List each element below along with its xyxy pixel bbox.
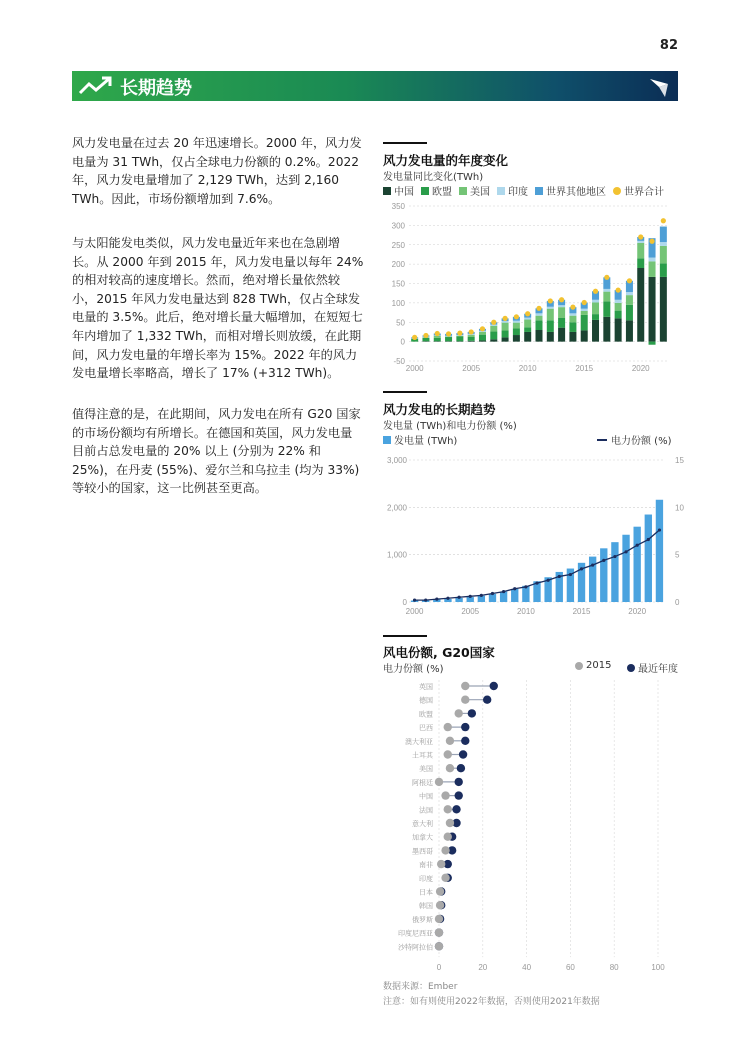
dot-2015	[441, 846, 449, 854]
legend-swatch	[535, 187, 543, 195]
legend-item	[383, 183, 414, 198]
bar-segment	[592, 300, 599, 303]
paragraph-2: 与太阳能发电类似，风力发电量近年来也在急剧增长。从 2000 年到 2015 年，风力发电量以每年 24% 的相对较高的速度增长。然而，绝对增长量依然较小，2015 年风力发电量达到 828 TWh，仅占全球发电量的 3.5%。此后，绝对增长量大幅增加，在短短七年内增加了 1,332 TWh，而相对增长则放缓，在此期间，风力发电量的年增长率为 15%。2022 年的风力发电量增长率略高，增长了 17% (+312 TWh)。	[72, 236, 364, 381]
bar-segment	[569, 316, 576, 323]
bar-segment	[603, 317, 610, 342]
generation-bar	[611, 542, 618, 602]
latest-dot	[459, 750, 467, 758]
legend-item	[497, 183, 528, 198]
bar-segment	[626, 292, 633, 295]
dot-2015	[441, 791, 449, 799]
bar-segment	[660, 277, 667, 342]
latest-dot	[455, 791, 463, 799]
paragraph-3: 值得注意的是，在此期间，风力发电在所有 G20 国家的市场份额均有所增长。在德国和英国，风力发电量目前占总发电量的 20% 以上 (分别为 22% 和 25%)，在丹麦 (55%)、爱尔兰和乌拉圭 (均为 33%) 等较小的国家，这一比例甚至更高。	[72, 407, 361, 496]
y-left-tick-label: 2,000	[386, 503, 407, 513]
dot-2015	[444, 723, 452, 731]
country-label: 加拿大	[412, 833, 433, 842]
bar-segment	[649, 261, 656, 277]
x-tick-label: 60	[565, 963, 575, 973]
trend-up-icon	[78, 75, 114, 97]
bar-segment	[547, 309, 554, 321]
total-point	[469, 329, 474, 334]
latest-dot	[455, 778, 463, 786]
bar-segment	[615, 303, 622, 311]
bar-segment	[513, 328, 520, 335]
y-right-tick-label: 15	[675, 456, 684, 465]
country-label: 澳大利亚	[405, 737, 433, 746]
x-tick-label: 2020	[631, 364, 650, 373]
total-point	[491, 320, 496, 325]
chart1-legend	[383, 183, 671, 198]
x-tick-label: 2010	[516, 607, 535, 616]
bar-segment	[490, 339, 497, 341]
bar-segment	[558, 328, 565, 342]
bar-segment	[479, 332, 486, 335]
section-banner	[72, 71, 678, 101]
total-point	[582, 300, 587, 305]
share-point	[502, 590, 505, 593]
dot-2015	[436, 901, 444, 909]
bar-segment	[445, 337, 452, 338]
bar-segment	[615, 318, 622, 341]
bar-segment	[649, 342, 656, 345]
total-point	[604, 275, 609, 280]
y-right-tick-label: 10	[675, 503, 684, 513]
latest-dot	[461, 723, 469, 731]
y-left-tick-label: 3,000	[386, 456, 407, 465]
latest-dot	[452, 805, 460, 813]
dot-2015	[461, 696, 469, 704]
country-label: 欧盟	[419, 710, 433, 719]
section-title: 长期趋势	[120, 78, 192, 99]
country-label: 俄罗斯	[412, 915, 433, 924]
share-point	[524, 585, 527, 588]
dot-2015	[455, 709, 463, 717]
bar-segment	[513, 321, 520, 323]
share-point	[457, 596, 460, 599]
country-label: 意大利	[412, 820, 433, 828]
y-right-tick-label: 0	[675, 598, 680, 607]
legend-line	[597, 439, 607, 441]
dot-2015	[444, 833, 452, 841]
bar-segment	[524, 320, 531, 328]
y-right-tick-label: 5	[675, 550, 680, 560]
bar-segment	[502, 337, 509, 341]
y-tick-label: 350	[391, 202, 405, 211]
bar-segment	[637, 258, 644, 268]
wind-turbine-logo-icon	[646, 73, 672, 99]
latest-dot	[457, 764, 465, 772]
total-point	[502, 316, 507, 321]
country-label: 日本	[419, 888, 433, 897]
chart3-title: 风电份额, G20国家	[383, 645, 495, 660]
total-point	[457, 331, 462, 336]
share-point	[602, 559, 605, 562]
total-point	[548, 298, 553, 303]
bar-segment	[626, 305, 633, 321]
x-tick-label: 100	[651, 963, 665, 973]
bar-segment	[603, 289, 610, 292]
share-point	[558, 575, 561, 578]
generation-bar	[622, 535, 629, 602]
x-tick-label: 2010	[518, 364, 537, 373]
x-tick-label: 2015	[575, 364, 594, 373]
bar-segment	[524, 327, 531, 332]
generation-bar	[500, 592, 507, 602]
share-point	[647, 538, 650, 541]
dot-2015	[444, 750, 452, 758]
bar-segment	[524, 318, 531, 320]
chart2-legend-generation	[383, 432, 457, 447]
legend-label: 电力份额 (%)	[611, 436, 672, 447]
y-tick-label: 250	[391, 240, 405, 250]
y-tick-label: 200	[391, 260, 405, 270]
y-left-tick-label: 1,000	[386, 550, 407, 560]
generation-bar	[511, 589, 518, 602]
dot-2015	[435, 942, 443, 950]
legend-swatch	[383, 436, 391, 444]
legend-label: 最近年度	[638, 664, 678, 675]
chart2-ylabel: 发电量 (TWh)和电力份额 (%)	[383, 421, 517, 432]
dot-2015	[461, 682, 469, 690]
share-point	[424, 599, 427, 602]
bar-segment	[456, 336, 463, 341]
bar-segment	[422, 338, 429, 341]
y-tick-label: 300	[391, 221, 405, 231]
chart1-rule	[383, 142, 427, 144]
bar-segment	[422, 341, 429, 342]
bar-segment	[649, 277, 656, 342]
legend-swatch	[421, 187, 429, 195]
chart3-ylabel: 电力份额 (%)	[383, 664, 444, 675]
chart1-annual-change	[383, 198, 673, 374]
bar-segment	[524, 332, 531, 342]
bar-segment	[581, 311, 588, 315]
country-label: 墨西哥	[412, 847, 433, 856]
share-point	[491, 592, 494, 595]
bar-segment	[502, 321, 509, 323]
share-point	[624, 550, 627, 553]
bar-segment	[558, 307, 565, 318]
bar-segment	[569, 322, 576, 332]
legend-item	[459, 183, 490, 198]
legend-label: 2015	[586, 660, 612, 671]
bar-segment	[490, 332, 497, 340]
dot-2015	[446, 819, 454, 827]
bar-segment	[569, 332, 576, 342]
latest-dot	[490, 682, 498, 690]
dot-2015	[446, 764, 454, 772]
source-note: 数据来源：Ember	[383, 982, 458, 992]
x-tick-label: 2000	[405, 364, 424, 373]
chart1-ylabel: 发电量同比变化(TWh)	[383, 172, 484, 183]
share-point	[469, 595, 472, 598]
x-tick-label: 2005	[461, 607, 480, 616]
chart2-rule	[383, 391, 427, 393]
legend-label: 美国	[470, 187, 490, 198]
dot-2015	[435, 778, 443, 786]
share-point	[413, 599, 416, 602]
bar-segment	[513, 323, 520, 329]
country-label: 印度	[419, 874, 433, 883]
x-tick-label: 40	[522, 963, 532, 973]
bar-segment	[434, 341, 441, 342]
share-point	[446, 597, 449, 600]
bar-segment	[581, 330, 588, 341]
bar-segment	[581, 309, 588, 311]
legend-label: 印度	[508, 187, 528, 198]
bar-segment	[479, 335, 486, 341]
country-label: 法国	[419, 806, 433, 815]
share-point	[547, 579, 550, 582]
dot-2015	[437, 860, 445, 868]
bar-segment	[615, 311, 622, 319]
bar-segment	[502, 323, 509, 331]
bar-segment	[490, 326, 497, 332]
bar-segment	[535, 313, 542, 315]
share-point	[613, 555, 616, 558]
country-label: 巴西	[419, 724, 433, 733]
dot-2015	[436, 887, 444, 895]
chart3-g20-share	[383, 677, 679, 977]
chart2-long-term	[383, 448, 684, 624]
legend-label: 世界其他地区	[546, 187, 606, 198]
share-point	[580, 567, 583, 570]
bar-segment	[637, 241, 644, 243]
country-label: 印度尼西亚	[398, 929, 433, 938]
total-point	[525, 311, 530, 316]
latest-dot	[461, 737, 469, 745]
x-tick-label: 2015	[572, 607, 591, 616]
page-number: 82	[659, 38, 678, 53]
data-note: 注意：如有则使用2022年数据，否则使用2021年数据	[383, 997, 600, 1007]
country-label: 南非	[419, 861, 433, 870]
total-point	[536, 306, 541, 311]
legend-item	[613, 183, 664, 198]
country-label: 中国	[419, 792, 433, 801]
chart3-legend-latest	[627, 660, 678, 675]
share-point	[636, 544, 639, 547]
country-label: 美国	[419, 765, 433, 774]
total-point	[649, 239, 654, 244]
share-point	[591, 563, 594, 566]
y-tick-label: -50	[393, 357, 405, 366]
bar-segment	[535, 320, 542, 330]
total-point	[627, 278, 632, 283]
x-tick-label: 0	[436, 963, 442, 973]
y-tick-label: 0	[400, 337, 405, 347]
legend-swatch	[383, 187, 391, 195]
total-point	[423, 333, 428, 338]
bar-segment	[468, 337, 475, 341]
bar-segment	[660, 263, 667, 277]
legend-dot	[575, 662, 583, 670]
dot-2015	[446, 737, 454, 745]
generation-bar	[645, 515, 652, 602]
generation-bar	[600, 548, 607, 602]
bar-segment	[592, 302, 599, 314]
legend-dot	[627, 664, 635, 672]
legend-item	[535, 183, 606, 198]
bar-segment	[558, 318, 565, 328]
bar-segment	[547, 320, 554, 332]
legend-label: 中国	[394, 187, 414, 198]
legend-item	[421, 183, 452, 198]
bar-segment	[456, 341, 463, 342]
country-label: 德国	[419, 696, 433, 705]
chart3-rule	[383, 635, 427, 637]
dot-2015	[435, 915, 443, 923]
chart3-legend-2015	[575, 660, 611, 671]
share-point	[569, 573, 572, 576]
bar-segment	[445, 337, 452, 341]
bar-segment	[615, 300, 622, 303]
x-tick-label: 20	[478, 963, 488, 973]
total-point	[570, 305, 575, 310]
share-point	[480, 594, 483, 597]
bar-segment	[468, 341, 475, 342]
legend-label: 发电量 (TWh)	[394, 436, 458, 447]
country-label: 土耳其	[412, 751, 433, 760]
chart1-title: 风力发电量的年度变化	[383, 153, 509, 168]
generation-bar	[489, 594, 496, 602]
legend-label: 欧盟	[432, 187, 452, 198]
bar-segment	[637, 268, 644, 342]
bar-segment	[535, 316, 542, 321]
total-point	[559, 297, 564, 302]
bar-segment	[626, 295, 633, 305]
country-label: 沙特阿拉伯	[398, 943, 433, 952]
y-tick-label: 50	[396, 318, 405, 328]
legend-swatch	[459, 187, 467, 195]
bar-segment	[603, 301, 610, 317]
total-point	[435, 331, 440, 336]
bar-segment	[603, 292, 610, 302]
x-tick-label: 2020	[628, 607, 647, 616]
chart2-legend-share	[597, 432, 671, 447]
share-point	[658, 528, 661, 531]
dot-2015	[435, 928, 443, 936]
bar-segment	[626, 320, 633, 341]
y-tick-label: 150	[391, 279, 405, 289]
bar-segment	[456, 336, 463, 337]
total-point	[616, 287, 621, 292]
paragraph-1: 风力发电量在过去 20 年迅速增长。2000 年，风力发电量为 31 TWh，仅占全球电力份额的 0.2%。2022 年，风力发电量增加了 2,129 TWh，达到 2,160 TWh。因此，市场份额增加到 7.6%。	[72, 136, 362, 206]
bar-segment	[468, 335, 475, 337]
legend-label: 世界合计	[624, 187, 664, 198]
chart2-title: 风力发电的长期趋势	[383, 402, 496, 417]
generation-bar	[634, 527, 641, 602]
bar-segment	[513, 335, 520, 342]
country-label: 阿根廷	[412, 778, 433, 787]
bar-segment	[445, 341, 452, 342]
bar-segment	[547, 332, 554, 342]
bar-segment	[660, 242, 667, 246]
y-left-tick-label: 0	[402, 598, 407, 607]
total-point	[593, 289, 598, 294]
bar-segment	[660, 246, 667, 263]
bar-segment	[592, 320, 599, 342]
bar-segment	[547, 307, 554, 309]
total-point	[480, 326, 485, 331]
share-point	[535, 581, 538, 584]
total-point	[638, 234, 643, 239]
total-point	[412, 335, 417, 340]
latest-dot	[483, 696, 491, 704]
total-point	[661, 218, 666, 223]
total-point	[514, 314, 519, 319]
bar-segment	[479, 340, 486, 341]
x-tick-label: 80	[609, 963, 619, 973]
legend-swatch	[497, 187, 505, 195]
bar-segment	[434, 338, 441, 341]
x-tick-label: 2000	[405, 607, 424, 616]
bar-segment	[569, 313, 576, 315]
latest-dot	[468, 709, 476, 717]
share-point	[435, 598, 438, 601]
share-point	[513, 587, 516, 590]
dot-2015	[441, 874, 449, 882]
legend-dot	[613, 187, 621, 195]
bar-segment	[637, 243, 644, 259]
bar-segment	[649, 258, 656, 262]
country-label: 英国	[419, 683, 433, 691]
bar-segment	[434, 336, 441, 338]
total-point	[446, 331, 451, 336]
x-tick-label: 2005	[462, 364, 481, 373]
y-tick-label: 100	[391, 298, 405, 308]
bar-segment	[558, 305, 565, 307]
generation-bar	[656, 500, 663, 602]
bar-segment	[535, 330, 542, 342]
bar-segment	[581, 315, 588, 331]
country-label: 韩国	[419, 902, 433, 911]
bar-segment	[592, 314, 599, 320]
bar-segment	[660, 227, 667, 243]
dot-2015	[444, 805, 452, 813]
bar-segment	[502, 330, 509, 337]
